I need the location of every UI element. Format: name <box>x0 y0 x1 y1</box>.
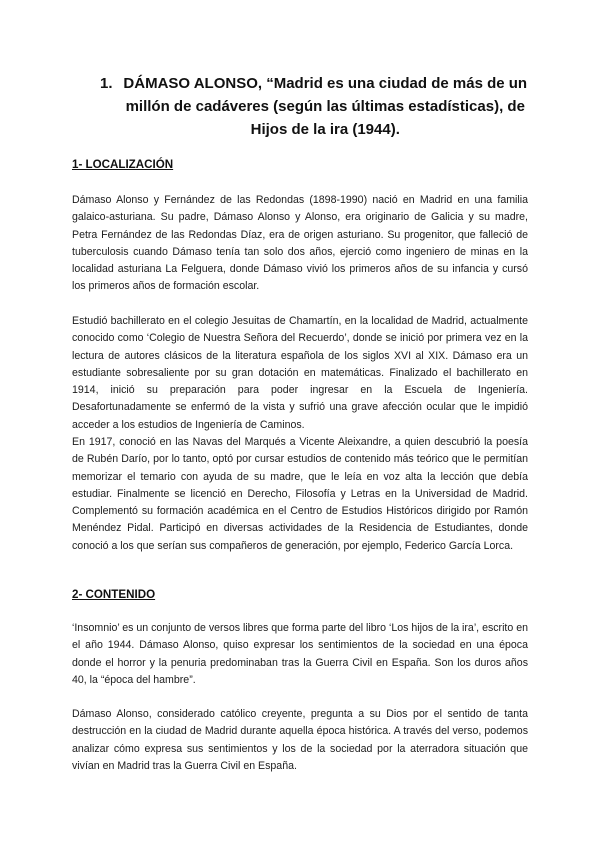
paragraph-analysis: Dámaso Alonso, considerado católico creyente, pregunta a su Dios por el sentido de tanta destrucción en la ciudad de Madrid durante aquella época histórica. A través del verso, podemos analizar cómo expresa sus sentimientos y los de la sociedad por la aterradora situación que vivían en Madrid tras la Guerra Civil en España. <box>72 708 528 772</box>
paragraph-biography: Dámaso Alonso y Fernández de las Redondas (1898-1990) nació en Madrid en una familia galaico-asturiana. Su padre, Dámaso Alonso y Alonso, era originario de Galicia y su madre, Petra Fernández de las Redondas Díaz, era de origen asturiano. Su progenitor, que falleció de tuberculosis cuando Dámaso tenía tan solo dos años, ejerció como ingeniero de minas en la localidad asturiana La Felguera, donde Dámaso vivió los primeros años de su infancia y cursó los primeros años de formación escolar. <box>72 194 528 293</box>
section-heading-contenido: 2- CONTENIDO <box>72 588 156 601</box>
document-title <box>100 72 530 141</box>
section-heading-localizacion: 1- LOCALIZACIÓN <box>72 158 174 171</box>
paragraph-insomnio: ‘Insomnio’ es un conjunto de versos libres que forma parte del libro ‘Los hijos de la ira’, escrito en el año 1944. Dámaso Alonso, quiso expresar los sentimientos de la sociedad en una época donde el horror y la penuria predominaban tras la Guerra Civil en España. Son los duros años 40, la “época del hambre”. <box>72 622 528 686</box>
title-number: 1. <box>100 75 113 92</box>
title-text: DÁMASO ALONSO, “Madrid es una ciudad de más de un millón de cadáveres (según las últimas estadísticas), de Hijos de la ira (1944). <box>123 75 528 138</box>
paragraph-university: En 1917, conoció en las Navas del Marqués a Vicente Aleixandre, a quien descubrió la poesía de Rubén Darío, por lo tanto, optó por cursar estudios de contenido más teórico que le permitían memorizar el temario con ayuda de su madre, que le leía en voz alta la lección que debía estudiar. Finalmente se licenció en Derecho, Filosofía y Letras en la Universidad de Madrid. Complementó su formación académica en el Centro de Estudios Históricos dirigido por Ramón Menéndez Pidal. Participó en diversas actividades de la Residencia de Estudiantes, donde conoció a los que serían sus compañeros de generación, por ejemplo, Federico García Lorca. <box>72 436 528 552</box>
paragraph-education: Estudió bachillerato en el colegio Jesuitas de Chamartín, en la localidad de Madrid, actualmente conocido como ‘Colegio de Nuestra Señora del Recuerdo’, donde se inició por primera vez en la lectura de autores clásicos de la literatura española de los siglos XVI al XIX. Dámaso era un estudiante sobresaliente por su gran dotación en matemáticas. Finalizado el bachillerato en 1914, inició su preparación para poder ingresar en la Escuela de Ingeniería. Desafortunadamente se enfermó de la vista y sufrió una grave afección ocular que le impidió acceder a los estudios de Ingeniería de Caminos. <box>72 315 528 431</box>
